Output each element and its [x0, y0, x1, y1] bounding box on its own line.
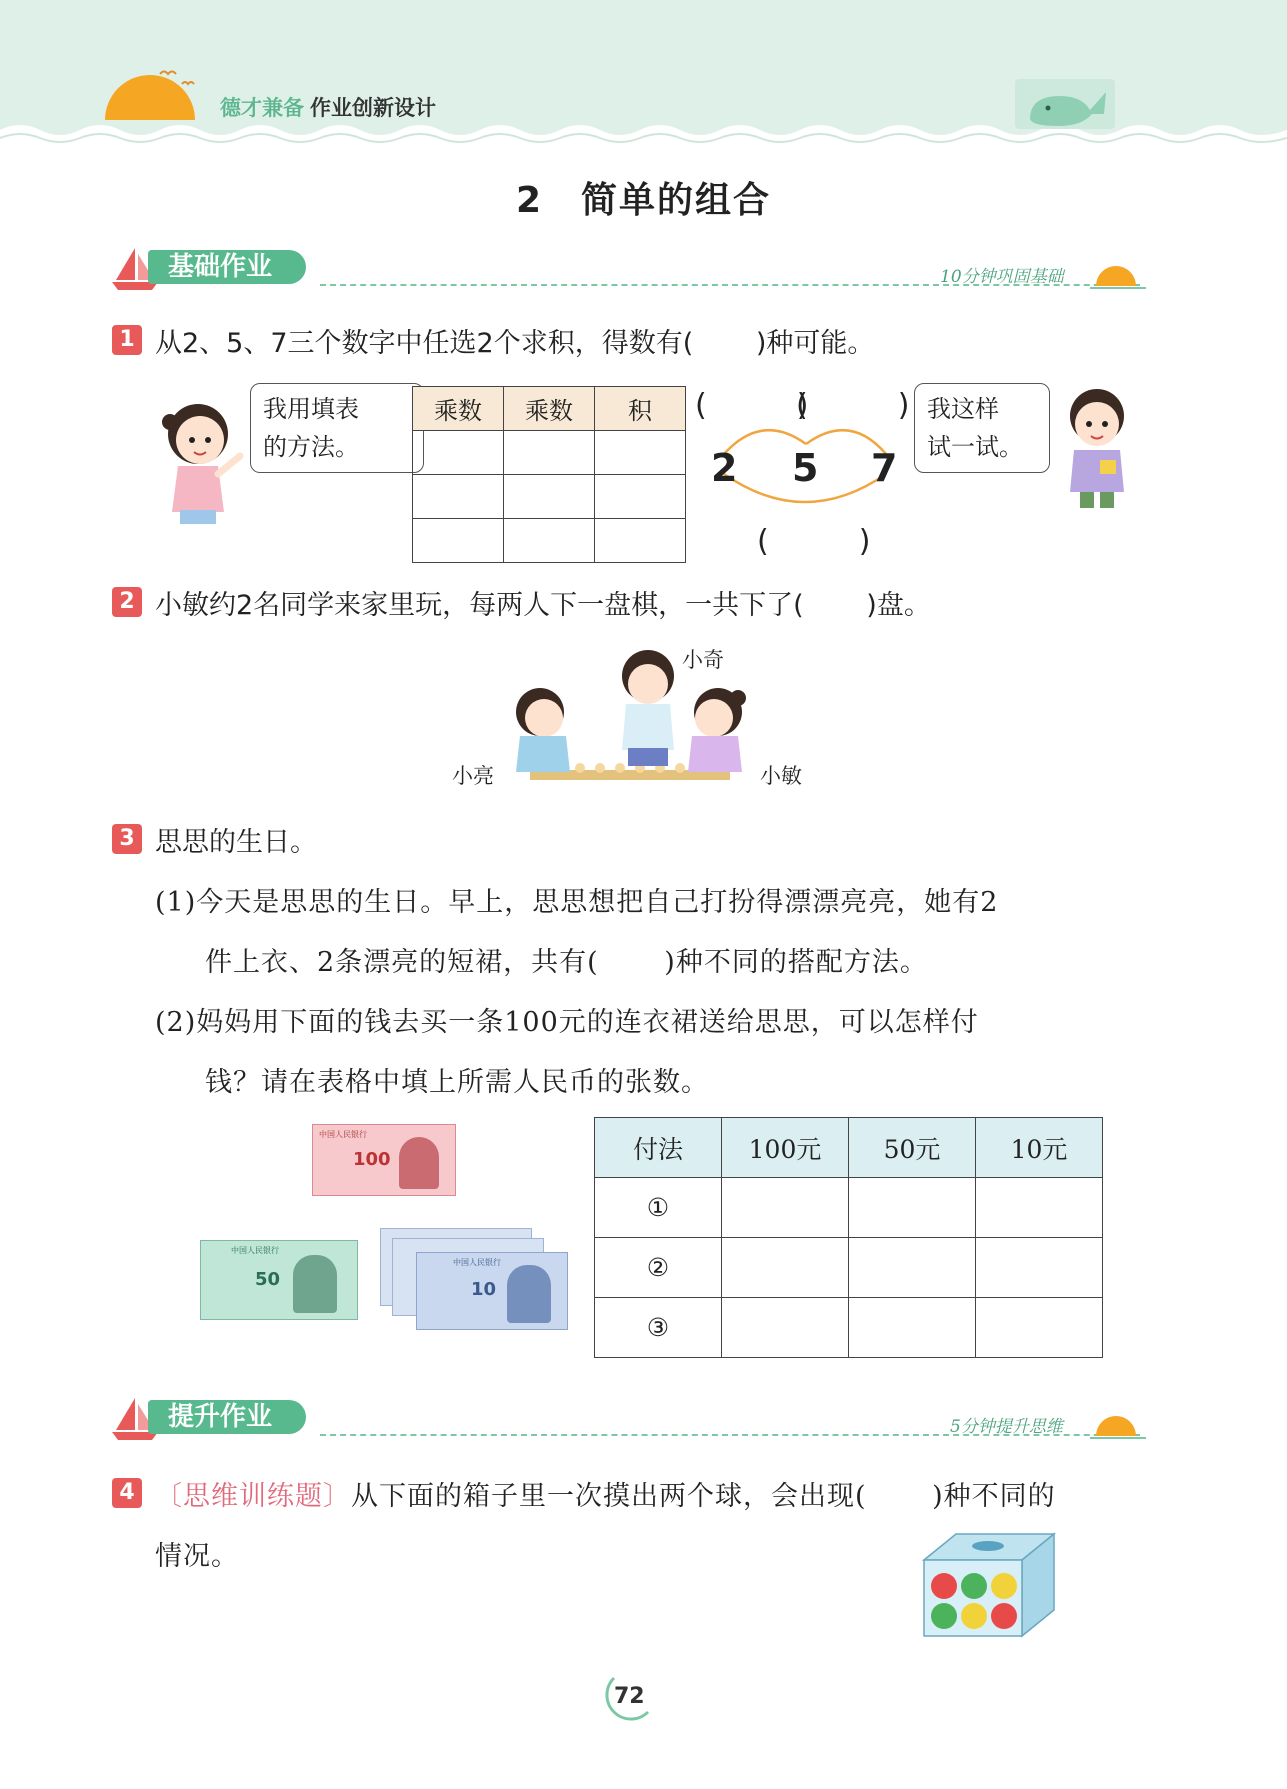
whale-icon: [1010, 74, 1120, 134]
name-xiaoliang: 小亮: [452, 764, 494, 788]
number-7: 7: [871, 446, 898, 490]
small-sun-icon: [1090, 1406, 1146, 1442]
table-cell[interactable]: [722, 1178, 849, 1238]
payment-header-50: 50元: [849, 1118, 976, 1178]
small-sun-icon: [1090, 256, 1146, 292]
question-1-text: 从2、5、7三个数字中任选2个求积，得数有( )种可能。: [155, 328, 875, 359]
question-4-number: 4: [112, 1478, 142, 1508]
portrait-icon: [399, 1137, 439, 1189]
table-cell[interactable]: [976, 1178, 1103, 1238]
arc-answer-2[interactable]: ( ): [796, 388, 910, 423]
banknote-10-value: 10: [471, 1279, 497, 1300]
question-4-tag: 〔思维训练题〕: [155, 1481, 351, 1512]
payment-table-header-row: [595, 1118, 1103, 1178]
girl-speech-bubble: [250, 383, 424, 473]
row-label: ②: [595, 1238, 722, 1298]
boy-bubble-line-1: 我这样: [927, 395, 999, 423]
table-cell[interactable]: [595, 519, 686, 563]
q1-header-product: 积: [595, 387, 686, 431]
number-5: 5: [792, 446, 819, 490]
arc-answer-1[interactable]: ( ): [695, 388, 809, 423]
brand-dark-text: 作业创新设计: [310, 96, 436, 120]
brand-title: [220, 92, 436, 122]
question-4-text: 从下面的箱子里一次摸出两个球，会出现( )种不同的: [351, 1481, 1056, 1512]
table-row: [595, 1238, 1103, 1298]
question-3-title: 思思的生日。: [155, 827, 317, 858]
table-cell[interactable]: [722, 1238, 849, 1298]
brand-green-text: 德才兼备: [220, 96, 304, 120]
table-cell[interactable]: [849, 1178, 976, 1238]
question-1-number: 1: [112, 325, 142, 355]
portrait-icon: [293, 1255, 337, 1313]
question-3-part-2-line-1: (2)妈妈用下面的钱去买一条100元的连衣裙送给思思，可以怎样付: [155, 1007, 979, 1038]
question-4-line-1: [155, 1474, 1056, 1513]
portrait-icon: [507, 1265, 551, 1323]
banknote-100: [312, 1124, 456, 1196]
name-xiaoqi: 小奇: [682, 648, 724, 672]
ball-box-illustration: [918, 1530, 1058, 1642]
table-cell[interactable]: [976, 1238, 1103, 1298]
section-advanced-label: 提升作业: [148, 1400, 306, 1434]
table-row: [413, 431, 686, 475]
question-3-number: 3: [112, 824, 142, 854]
q1-header-factor-1: 乘数: [413, 387, 504, 431]
q1-table-header-row: [413, 387, 686, 431]
table-cell[interactable]: [413, 475, 504, 519]
question-3-part-1-line-2: 件上衣、2条漂亮的短裙，共有( )种不同的搭配方法。: [205, 947, 928, 978]
payment-table: [594, 1117, 1103, 1358]
table-cell[interactable]: [413, 431, 504, 475]
table-cell[interactable]: [504, 431, 595, 475]
girl-bubble-line-2: 的方法。: [263, 433, 359, 461]
sun-logo-icon: [100, 62, 210, 132]
question-2-text: 小敏约2名同学来家里玩，每两人下一盘棋，一共下了( )盘。: [155, 590, 931, 621]
banknote-50: [200, 1240, 358, 1320]
q1-header-factor-2: 乘数: [504, 387, 595, 431]
banknote-100-value: 100: [353, 1149, 391, 1170]
table-row: [413, 475, 686, 519]
banknote-100-bank-text: 中国人民银行: [319, 1130, 367, 1139]
table-row: [595, 1178, 1103, 1238]
table-cell[interactable]: [976, 1298, 1103, 1358]
table-cell[interactable]: [722, 1298, 849, 1358]
boy-speech-bubble: [914, 383, 1050, 473]
table-cell[interactable]: [504, 519, 595, 563]
section-basic-note: 10分钟巩固基础: [940, 267, 1064, 287]
section-basic-label: 基础作业: [148, 250, 306, 284]
payment-header-method: 付法: [595, 1118, 722, 1178]
question-2-number: 2: [112, 587, 142, 617]
girl-illustration: [148, 392, 248, 534]
question-3-part-1-line-1: (1)今天是思思的生日。早上，思思想把自己打扮得漂漂亮亮，她有2: [155, 887, 999, 918]
arc-answer-3[interactable]: ( ): [757, 524, 871, 559]
name-xiaomin: 小敏: [760, 764, 802, 788]
page-number: 72: [614, 1684, 645, 1709]
table-row: [595, 1298, 1103, 1358]
table-row: [413, 519, 686, 563]
payment-header-100: 100元: [722, 1118, 849, 1178]
q1-fill-table: [412, 386, 686, 563]
table-cell[interactable]: [595, 475, 686, 519]
table-cell[interactable]: [849, 1298, 976, 1358]
number-2: 2: [711, 446, 738, 490]
table-cell[interactable]: [504, 475, 595, 519]
lesson-title: 2 简单的组合: [515, 180, 772, 221]
payment-header-10: 10元: [976, 1118, 1103, 1178]
table-cell[interactable]: [413, 519, 504, 563]
banknote-10: [416, 1252, 568, 1330]
banknote-50-value: 50: [255, 1269, 281, 1290]
row-label: ③: [595, 1298, 722, 1358]
banknote-50-bank-text: 中国人民银行: [231, 1246, 279, 1255]
boy-bubble-line-2: 试一试。: [927, 433, 1023, 461]
table-cell[interactable]: [849, 1238, 976, 1298]
question-4-line-2: 情况。: [155, 1541, 239, 1572]
boy-illustration: [1056, 382, 1138, 512]
girl-bubble-line-1: 我用填表: [263, 395, 359, 423]
table-cell[interactable]: [595, 431, 686, 475]
section-advanced-note: 5分钟提升思维: [950, 1417, 1063, 1437]
row-label: ①: [595, 1178, 722, 1238]
question-3-part-2-line-2: 钱？请在表格中填上所需人民币的张数。: [205, 1067, 709, 1098]
banknote-10-bank-text: 中国人民银行: [453, 1258, 501, 1267]
